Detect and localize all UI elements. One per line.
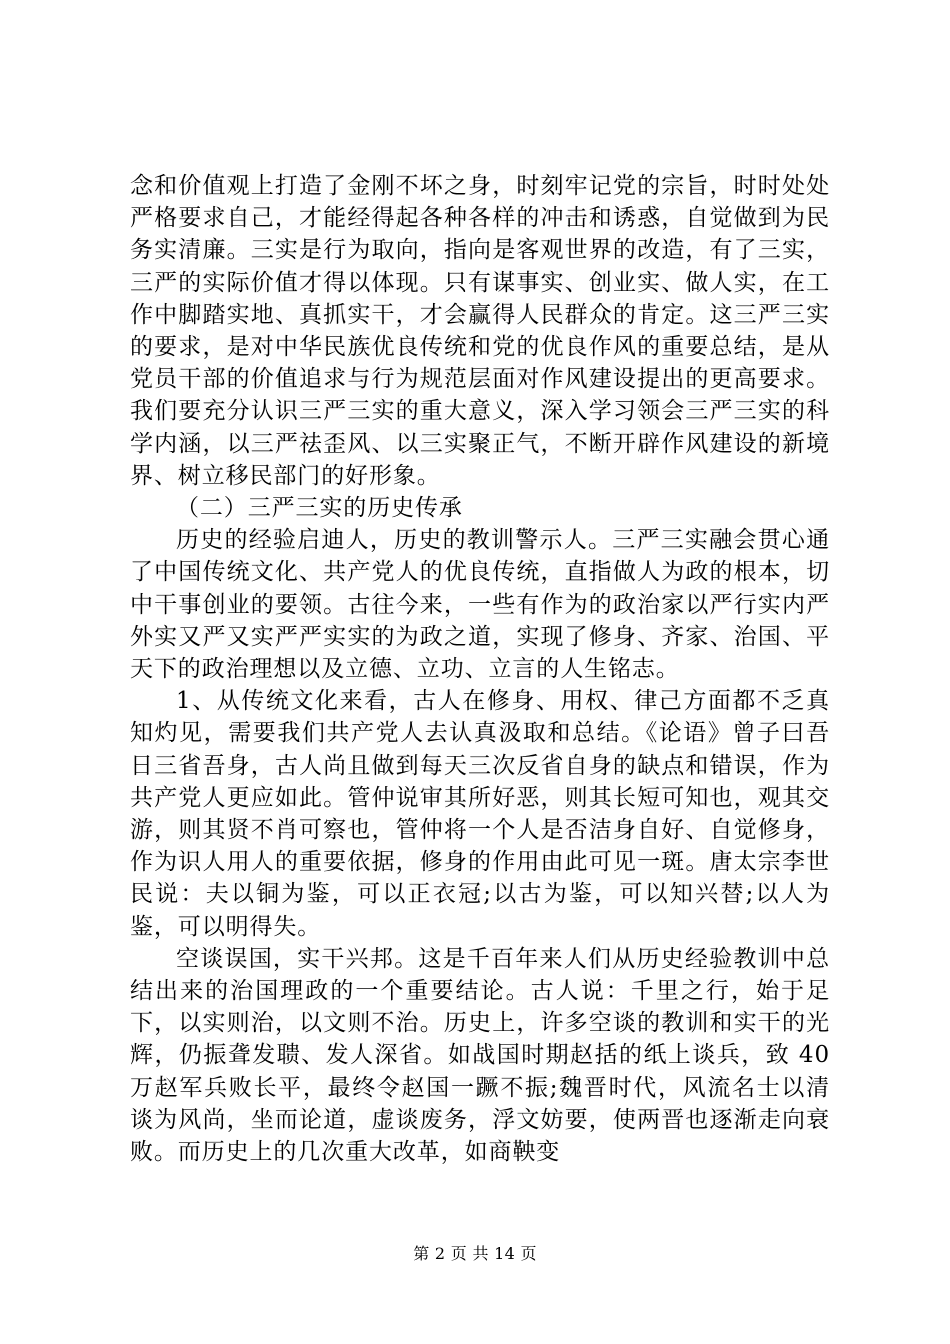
paragraph-history: 历史的经验启迪人，历史的教训警示人。三严三实融会贯心通了中国传统文化、共产党人的优良传统，直指做人为政的根本，切中干事创业的要领。古往今来，一些有作为的政治家以严行实内严外实又严又实严严实实的为政之道，实现了修身、齐家、治国、平天下的政治理想以及立德、立功、立言的人生铭志。 bbox=[130, 527, 830, 683]
section-heading: （二）三严三实的历史传承 bbox=[176, 495, 463, 522]
document-body bbox=[130, 170, 830, 1168]
paragraph-empty-talk: 空谈误国，实干兴邦。这是千百年来人们从历史经验教训中总结出来的治国理政的一个重要结论。古人说：千里之行，始于足下，以实则治，以文则不治。历史上，许多空谈的教训和实干的光辉，仍振聋发聩、发人深省。如战国时期赵括的纸上谈兵，致 40 万赵军兵败长平，最终令赵国一蹶不振;魏晋时代，风流名士以清谈为风尚，坐而论道，虚谈废务，浮文妨要，使两晋也逐渐走向衰败。而历史上的几次重大改革，如商鞅变 bbox=[130, 945, 830, 1166]
page-footer: 第 2 页 共 14 页 bbox=[413, 1244, 537, 1263]
paragraph-continuation: 念和价值观上打造了金刚不坏之身，时刻牢记党的宗旨，时时处处严格要求自己，才能经得起各种各样的冲击和诱惑，自觉做到为民务实清廉。三实是行为取向，指向是客观世界的改造，有了三实，三严的实际价值才得以体现。只有谋事实、创业实、做人实，在工作中脚踏实地、真抓实干，才会赢得人民群众的肯定。这三严三实的要求，是对中华民族优良传统和党的优良作风的重要总结，是从党员干部的价值追求与行为规范层面对作风建设提出的更高要求。我们要充分认识三严三实的重大意义，深入学习领会三严三实的科学内涵，以三严祛歪风、以三实聚正气，不断开辟作风建设的新境界、树立移民部门的好形象。 bbox=[130, 173, 830, 489]
paragraph-traditional-culture: 1、从传统文化来看，古人在修身、用权、律己方面都不乏真知灼见，需要我们共产党人去认真汲取和总结。《论语》曾子曰吾日三省吾身，古人尚且做到每天三次反省自身的缺点和错误，作为共产党人更应如此。管仲说审其所好恶，则其长短可知也，观其交游，则其贤不肖可察也，管仲将一个人是否洁身自好、自觉修身，作为识人用人的重要依据，修身的作用由此可见一斑。唐太宗李世民说：夫以铜为鉴，可以正衣冠;以古为鉴，可以知兴替;以人为鉴，可以明得失。 bbox=[130, 688, 830, 940]
